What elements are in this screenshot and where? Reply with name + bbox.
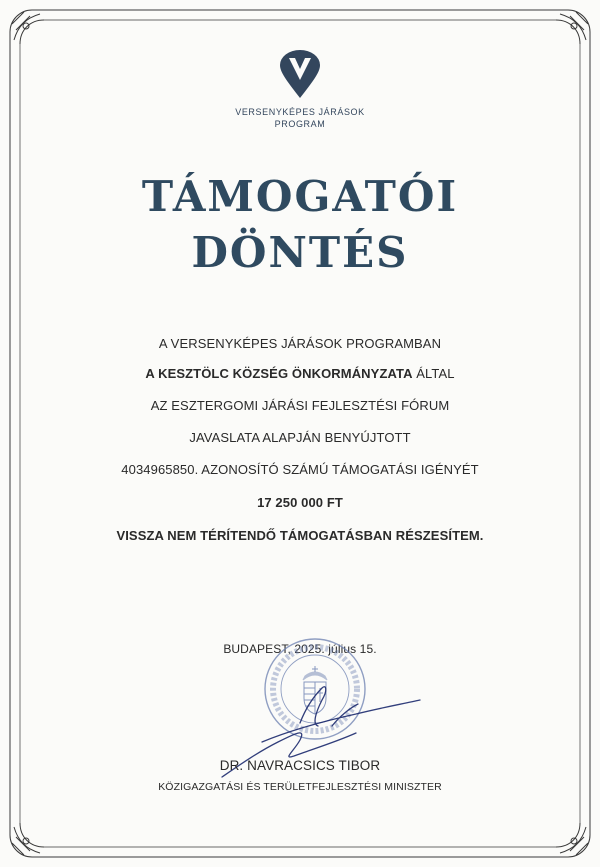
logo-text-line2: PROGRAM: [274, 119, 326, 129]
place-date: BUDAPEST, 2025. július 15.: [223, 642, 377, 656]
body-line-5: 4034965850. AZONOSÍTÓ SZÁMÚ TÁMOGATÁSI IGÉNYÉT: [121, 462, 479, 477]
grant-amount: 17 250 000 FT: [257, 495, 343, 510]
beneficiary-name: A KESZTÖLC KÖZSÉG ÖNKORMÁNYZATA: [145, 366, 413, 381]
logo-text-line1: VERSENYKÉPES JÁRÁSOK: [235, 107, 365, 117]
signatory-name: DR. NAVRACSICS TIBOR: [219, 758, 381, 773]
body-line-7: VISSZA NEM TÉRÍTENDŐ TÁMOGATÁSBAN RÉSZESÍTEM.: [116, 528, 484, 543]
signatory-role: KÖZIGAZGATÁSI ÉS TERÜLETFEJLESZTÉSI MINISZTER: [158, 781, 442, 793]
body-line-4: JAVASLATA ALAPJÁN BENYÚJTOTT: [189, 430, 411, 445]
body-line-2-rest: ÁLTAL: [412, 366, 455, 381]
document-title-line2: DÖNTÉS: [191, 228, 409, 277]
body-line-3: AZ ESZTERGOMI JÁRÁSI FEJLESZTÉSI FÓRUM: [150, 398, 450, 413]
body-line-1: A VERSENYKÉPES JÁRÁSOK PROGRAMBAN: [158, 336, 442, 351]
document-title-line1: TÁMOGATÓI: [141, 172, 459, 221]
